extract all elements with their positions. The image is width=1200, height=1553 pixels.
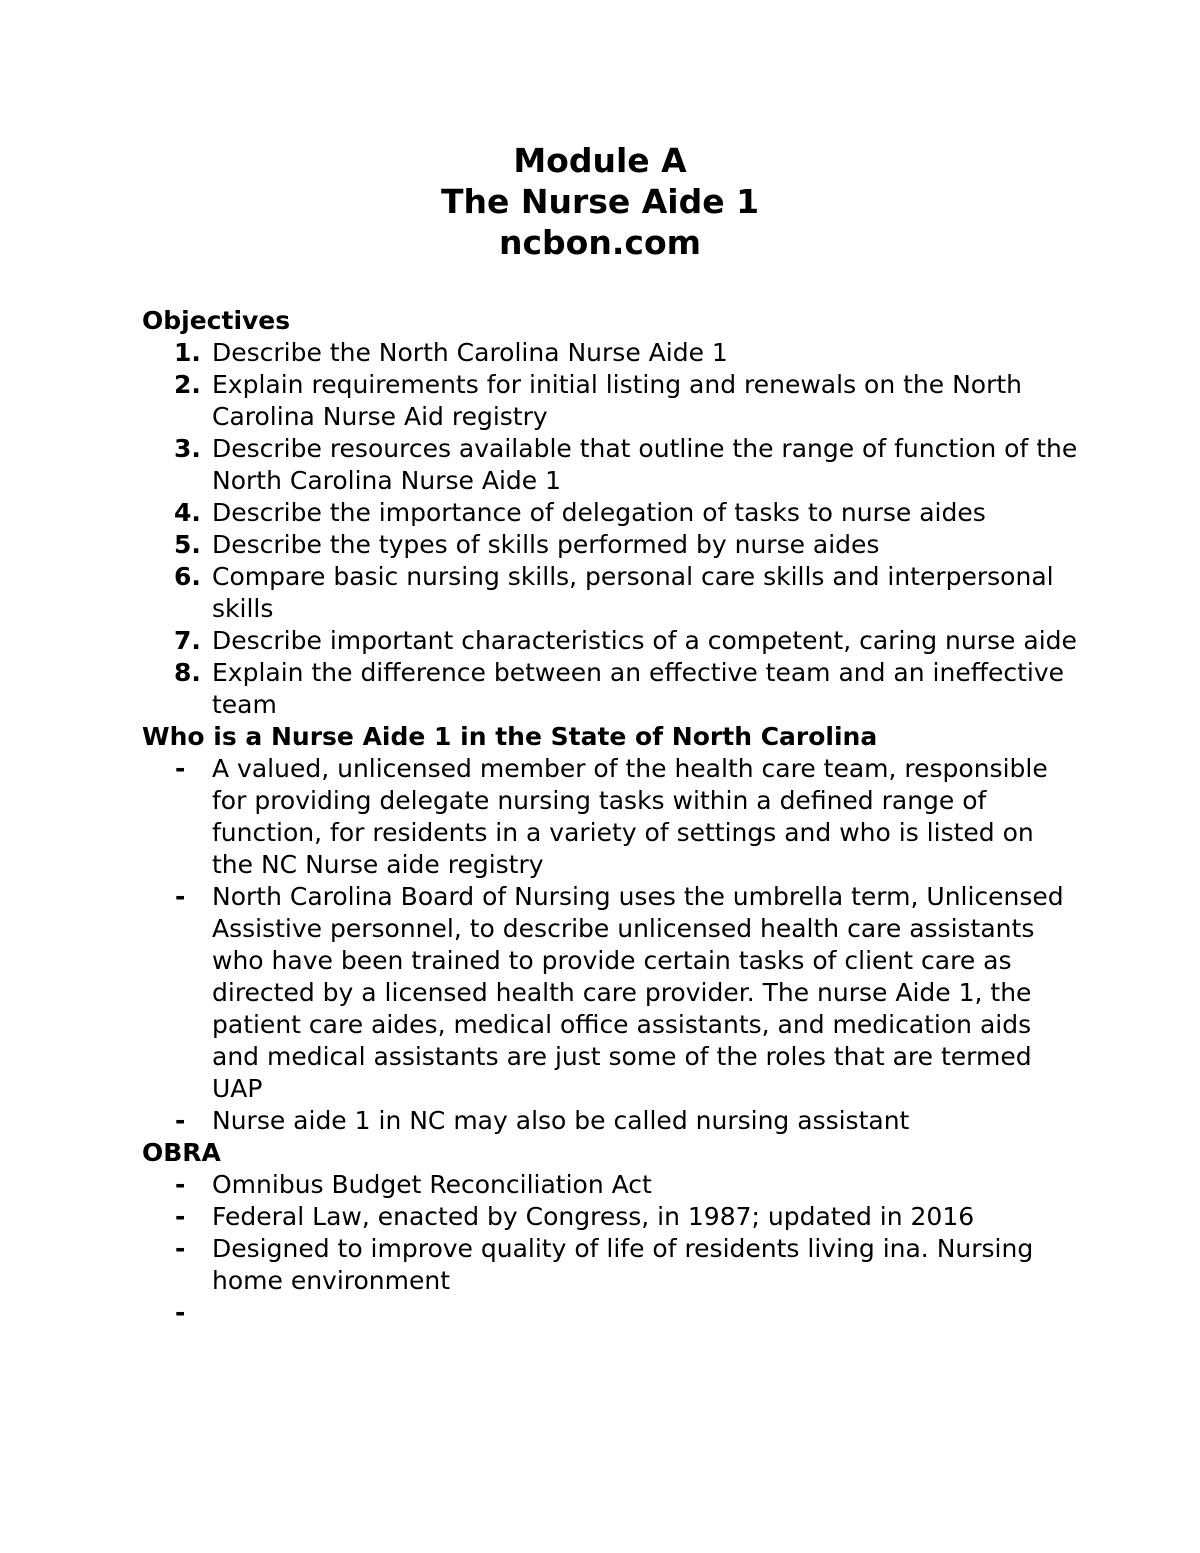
list-item [142,1105,1082,1137]
obra-heading: OBRA [142,1138,221,1167]
list-number: 5. [174,530,201,559]
list-number: 6. [174,562,201,591]
dash-bullet: - [175,1298,186,1327]
objective-item [142,625,1082,657]
obra-list [142,1169,1082,1329]
list-number: 2. [174,370,201,399]
list-item-text: Federal Law, enacted by Congress, in 1987; updated in 2016 [212,1202,975,1231]
document-body [142,305,1082,1329]
objective-text: Describe important characteristics of a competent, caring nurse aide [212,626,1077,655]
objective-item [142,529,1082,561]
list-item [142,881,1082,1105]
objective-item [142,497,1082,529]
objective-text: Describe the North Carolina Nurse Aide 1 [212,338,728,367]
objective-text: Describe resources available that outline the range of function of the North Carolina Nurse Aide 1 [212,434,1078,495]
list-item [142,1297,1082,1329]
dash-bullet: - [175,882,186,911]
dash-bullet: - [175,754,186,783]
objective-text: Describe the types of skills performed by nurse aides [212,530,880,559]
list-item-text: North Carolina Board of Nursing uses the umbrella term, Unlicensed Assistive personnel, to describe unlicensed health care assistants who have been trained to provide certain tasks of client care as directed by a licensed health care provider. The nurse Aide 1, the patient care aides, medical office assistants, and medication aids and medical assistants are just some of the roles that are termed UAP [212,882,1064,1103]
objective-text: Compare basic nursing skills, personal care skills and interpersonal skills [212,562,1054,623]
objective-text: Explain requirements for initial listing and renewals on the North Carolina Nurse Aid registry [212,370,1023,431]
who-section-heading: Who is a Nurse Aide 1 in the State of North Carolina [142,722,878,751]
list-item-text: Omnibus Budget Reconciliation Act [212,1170,652,1199]
dash-bullet: - [175,1234,186,1263]
list-item-text: A valued, unlicensed member of the health care team, responsible for providing delegate nursing tasks within a defined range of function, for residents in a variety of settings and who is listed on the NC Nurse aide registry [212,754,1048,879]
list-item-text: Nurse aide 1 in NC may also be called nursing assistant [212,1106,910,1135]
objective-item [142,369,1082,433]
objective-item [142,657,1082,721]
objectives-heading: Objectives [142,306,291,335]
document-title [0,140,1200,263]
list-item [142,1169,1082,1201]
objective-text: Describe the importance of delegation of tasks to nurse aides [212,498,986,527]
list-number: 1. [174,338,201,367]
title-line-module: Module A [513,141,687,180]
objective-item [142,433,1082,497]
list-item-text: Designed to improve quality of life of residents living ina. Nursing home environment [212,1234,1034,1295]
list-item [142,1201,1082,1233]
list-number: 3. [174,434,201,463]
list-item [142,1233,1082,1297]
list-number: 8. [174,658,201,687]
list-number: 7. [174,626,201,655]
objectives-list [142,337,1082,721]
objective-item [142,561,1082,625]
title-line-subject: The Nurse Aide 1 [440,182,760,221]
list-item [142,753,1082,881]
dash-bullet: - [175,1170,186,1199]
title-line-website: ncbon.com [499,223,701,262]
dash-bullet: - [175,1202,186,1231]
objective-text: Explain the difference between an effective team and an ineffective team [212,658,1064,719]
objective-item [142,337,1082,369]
list-number: 4. [174,498,201,527]
dash-bullet: - [175,1106,186,1135]
who-section-list [142,753,1082,1137]
